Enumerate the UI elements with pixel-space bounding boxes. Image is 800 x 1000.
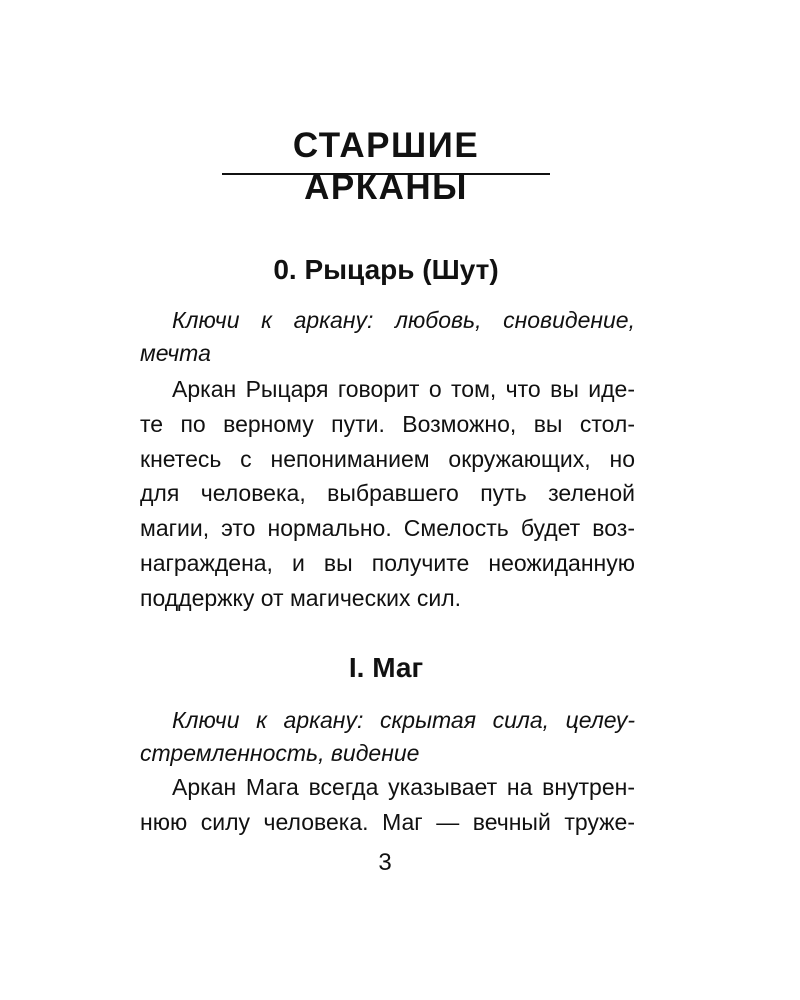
section-body-magician [140,770,635,840]
keys-line: стремленность, видение [140,740,420,766]
keys-line: Ключи к аркану: скрытая сила, целеу- [172,707,635,733]
section-keys-knight [140,304,635,370]
body-line: Аркан Мага всегда указывает на внутрен- [172,774,635,800]
body-line: кнетесь с непониманием окружающих, но [140,445,635,472]
body-line: для человека, выбравшего путь зеленой [140,480,635,507]
section-keys-magician [140,704,635,770]
body-line: магии, это нормально. Смелость будет воз- [140,515,635,542]
page-number: 3 [378,849,392,876]
keys-line: мечта [140,340,211,366]
body-line: Аркан Рыцаря говорит о том, что вы иде- [172,376,635,402]
body-line: нюю силу человека. Маг — вечный труже- [140,808,635,835]
section-title-magician: I. Маг [348,652,424,683]
section-body-knight [140,372,635,616]
chapter-title: СТАРШИЕ АРКАНЫ [292,126,480,207]
body-line: поддержку от магических сил. [140,584,462,611]
body-line: награждена, и вы получите неожиданную [140,549,635,576]
chapter-title-underline [222,173,550,175]
section-title-knight: 0. Рыцарь (Шут) [273,254,499,285]
body-line: те по верному пути. Возможно, вы стол- [140,410,635,437]
keys-line: Ключи к аркану: любовь, сновидение, [172,307,635,333]
